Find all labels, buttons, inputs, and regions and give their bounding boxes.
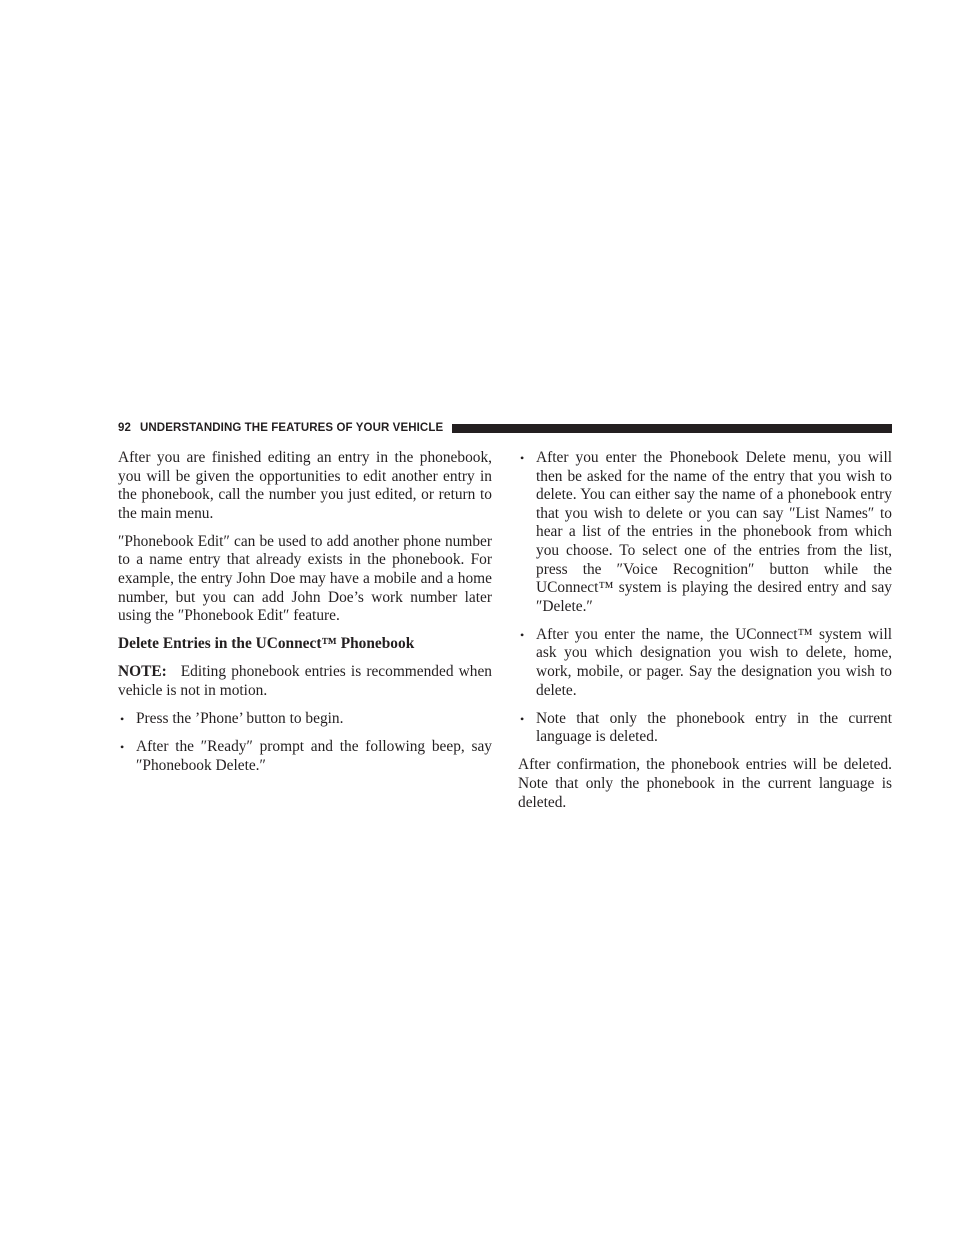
right-bullet-list bbox=[518, 449, 892, 747]
bullet-icon: • bbox=[520, 627, 525, 642]
note-label: NOTE: bbox=[118, 663, 167, 681]
left-column bbox=[118, 449, 492, 785]
list-item-text: Press the ’Phone’ button to begin. bbox=[136, 710, 344, 728]
paragraph-phonebook-edit: ″Phonebook Edit″ can be used to add another phone number to a name entry that already exists in the phonebook. For example, the entry John Doe may have a mobile and a home number, but you can add John Doe’s work number later using the ″Phonebook Edit″ feature. bbox=[118, 532, 492, 625]
bullet-icon: • bbox=[120, 740, 125, 755]
note-text: Editing phonebook entries is recommended when vehicle is not in motion. bbox=[118, 663, 492, 700]
bullet-icon: • bbox=[520, 451, 525, 465]
list-item-text: After you enter the Phonebook Delete menu, you will then be asked for the name of the entry that you wish to delete. You can either say the name of a phonebook entry that you wish to delete or you can say ″List Names″ to hear a list of the entries in the phonebook from which you choose. To select one of the entries from the list, press the ″Voice Recognition″ button while the UConnect™ system is playing the desired entry and say ″Delete.″ bbox=[536, 449, 892, 615]
list-item bbox=[518, 626, 892, 700]
list-item bbox=[518, 710, 892, 747]
paragraph-editing-finished: After you are finished editing an entry in the phonebook, you will be given the opportunities to edit another entry in the phonebook, call the number you just edited, or return to the main menu. bbox=[118, 449, 492, 522]
page-number: 92 bbox=[118, 422, 131, 434]
list-item-text: Note that only the phonebook entry in the current language is deleted. bbox=[536, 709, 892, 746]
page-header bbox=[118, 420, 892, 436]
section-title: UNDERSTANDING THE FEATURES OF YOUR VEHICLE bbox=[140, 422, 444, 434]
note-paragraph bbox=[118, 663, 492, 700]
list-item bbox=[118, 738, 492, 775]
paragraph-after-confirmation: After confirmation, the phonebook entries will be deleted. Note that only the phonebook in the current language is deleted. bbox=[518, 756, 892, 811]
left-bullet-list bbox=[118, 710, 492, 775]
bullet-icon: • bbox=[120, 712, 125, 727]
subheading-delete-entries: Delete Entries in the UConnect™ Phonebook bbox=[118, 635, 415, 653]
list-item bbox=[518, 449, 892, 616]
list-item-text: After you enter the name, the UConnect™ system will ask you which designation you wish to delete, home, work, mobile, or pager. Say the designation you wish to delete. bbox=[536, 625, 892, 699]
list-item bbox=[118, 710, 492, 729]
list-item-text: After the ″Ready″ prompt and the following beep, say ″Phonebook Delete.″ bbox=[136, 738, 492, 774]
right-column bbox=[518, 449, 892, 822]
header-rule bbox=[452, 424, 892, 433]
bullet-icon: • bbox=[520, 711, 525, 726]
